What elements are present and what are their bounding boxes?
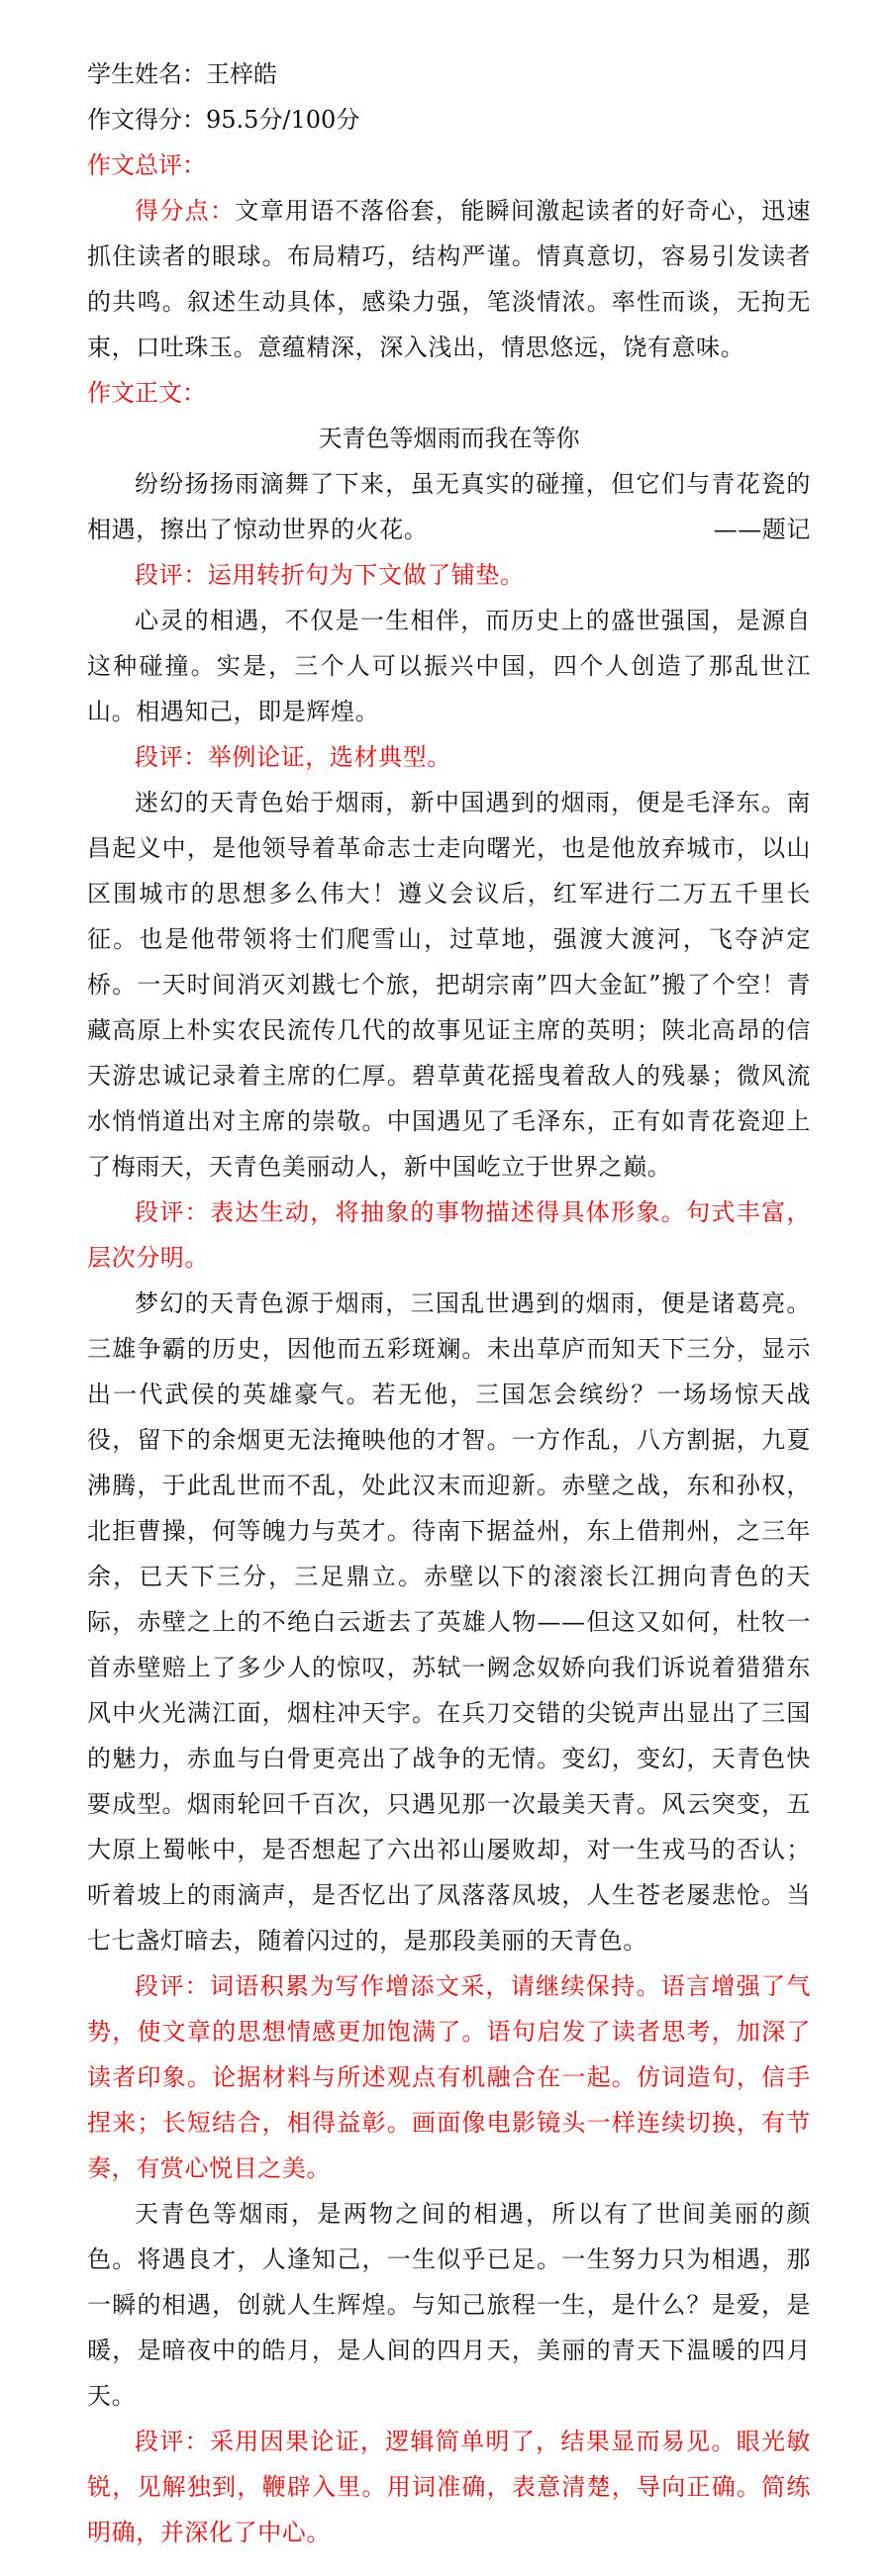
student-name-line xyxy=(87,51,811,97)
student-name: 王梓皓 xyxy=(206,60,277,88)
student-name-label: 学生姓名： xyxy=(87,60,206,88)
paragraph-comment-3: 段评：表达生动，将抽象的事物描述得具体形象。句式丰富，层次分明。 xyxy=(87,1198,811,1272)
paragraph-comment-1: 段评：运用转折句为下文做了铺垫。 xyxy=(135,561,525,589)
overall-review-heading: 作文总评： xyxy=(87,151,206,179)
score-label: 作文得分： xyxy=(87,106,206,134)
essay-paragraph-2: 迷幻的天青色始于烟雨，新中国遇到的烟雨，便是毛泽东。南昌起义中，是他领导着革命志士走向曙光，也是他放弃城市，以山区围城市的思想多么伟大！遵义会议后，红军进行二万五千里长征。也是他带领将士们爬雪山，过草地，强渡大渡河，飞夺泸定桥。一天时间消灭刘戡七个旅，把胡宗南”四大金缸”搬了个空！青藏高原上朴实农民流传几代的故事见证主席的英明；陕北高昂的信天游忠诚记录着主席的仁厚。碧草黄花摇曳着敌人的残暴；微风流水悄悄道出对主席的崇敬。中国遇见了毛泽东，正有如青花瓷迎上了梅雨天，天青色美丽动人，新中国屹立于世界之巅。 xyxy=(87,789,811,1181)
essay-paragraph-3: 梦幻的天青色源于烟雨，三国乱世遇到的烟雨，便是诸葛亮。三雄争霸的历史，因他而五彩斑斓。未出草庐而知天下三分，显示出一代武侯的英雄豪气。若无他，三国怎会缤纷？一场场惊天战役，留下的余烟更无法掩映他的才智。一方作乱，八方割据，九夏沸腾，于此乱世而不乱，处此汉末而迎新。赤壁之战，东和孙权，北拒曹操，何等魄力与英才。待南下据益州，东上借荆州，之三年余，已天下三分，三足鼎立。赤壁以下的滚滚长江拥向青色的天际，赤壁之上的不绝白云逝去了英雄人物——但这又如何，杜牧一首赤壁赔上了多少人的惊叹，苏轼一阙念奴娇向我们诉说着猎猎东风中火光满江面，烟柱冲天宇。在兵刀交错的尖锐声出显出了三国的魅力，赤血与白骨更亮出了战争的无情。变幻，变幻，天青色快要成型。烟雨轮回千百次，只遇见那一次最美天青。风云突变，五大原上蜀帐中，是否想起了六出祁山屡败却，对一生戎马的否认；听着坡上的雨滴声，是否忆出了凤落落凤坡，人生苍老屡悲怆。当七七盏灯暗去，随着闪过的，是那段美丽的天青色。 xyxy=(87,1289,811,1955)
essay-paragraph-4: 天青色等烟雨，是两物之间的相遇，所以有了世间美丽的颜色。将遇良才，人逢知己，一生似乎已足。一生努力只为相遇，那一瞬的相遇，创就人生辉煌。与知己旅程一生，是什么？是爱，是暖，是暗夜中的皓月，是人间的四月天，美丽的青天下温暖的四月天。 xyxy=(87,2200,811,2410)
epigraph-attribution: ——题记 xyxy=(713,516,811,543)
essay-title: 天青色等烟雨而我在等你 xyxy=(318,425,580,452)
epigraph xyxy=(87,461,811,552)
score-line xyxy=(87,97,811,143)
score-value: 95.5分/100分 xyxy=(206,106,360,134)
essay-body-heading: 作文正文： xyxy=(87,379,206,407)
epigraph-text: 纷纷扬扬雨滴舞了下来，虽无真实的碰撞，但它们与青花瓷的相遇，擦出了惊动世界的火花。 xyxy=(87,470,811,543)
score-points-label: 得分点： xyxy=(135,197,236,225)
score-points-text: 文章用语不落俗套，能瞬间激起读者的好奇心，迅速抓住读者的眼球。布局精巧，结构严谨。情真意切，容易引发读者的共鸣。叙述生动具体，感染力强，笔淡情浓。率性而谈，无拘无束，口吐珠玉。意蕴精深，深入浅出，情思悠远，饶有意味。 xyxy=(87,197,811,361)
paragraph-comment-4: 段评：词语积累为写作增添文采，请继续保持。语言增强了气势，使文章的思想情感更加饱满了。语句启发了读者思考，加深了读者印象。论据材料与所述观点有机融合在一起。仿词造句，信手捏来；长短结合，相得益彰。画面像电影镜头一样连续切换，有节奏，有赏心悦目之美。 xyxy=(87,1972,811,2182)
essay-document xyxy=(87,51,811,2555)
paragraph-comment-2: 段评：举例论证，选材典型。 xyxy=(135,743,451,771)
overall-review-text xyxy=(87,188,811,370)
essay-paragraph-1: 心灵的相遇，不仅是一生相伴，而历史上的盛世强国，是源自这种碰撞。实是，三个人可以振兴中国，四个人创造了那乱世江山。相遇知己，即是辉煌。 xyxy=(87,607,811,725)
paragraph-comment-5: 段评：采用因果论证，逻辑简单明了，结果显而易见。眼光敏锐，见解独到，鞭辟入里。用词准确，表意清楚，导向正确。简练明确，并深化了中心。 xyxy=(87,2428,811,2546)
